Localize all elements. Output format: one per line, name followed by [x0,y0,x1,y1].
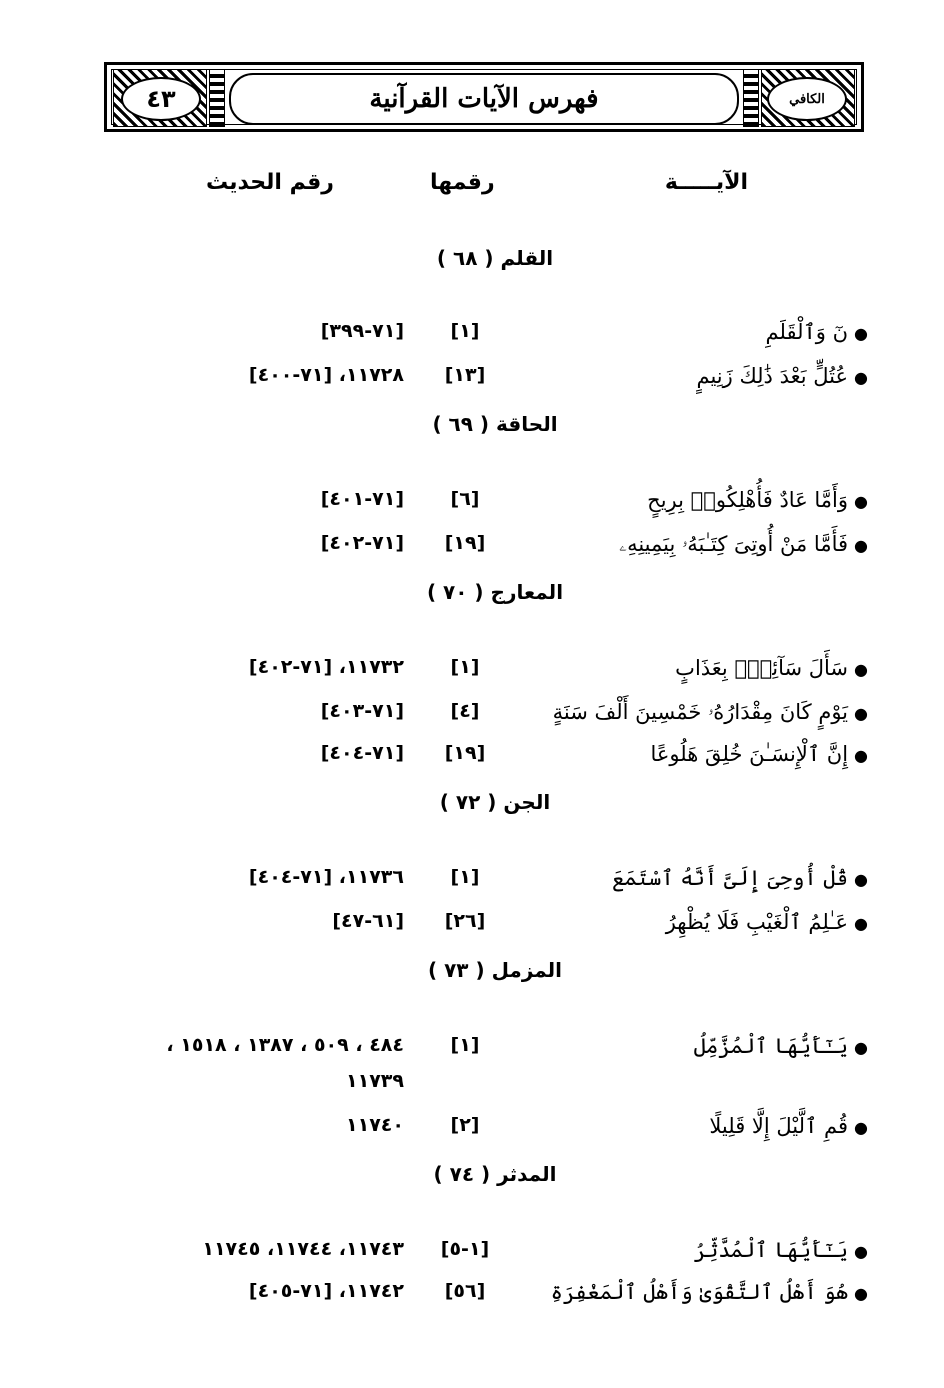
column-header-hadith-number: رقم الحديث [206,170,334,195]
hadith-number: [٧١-٤٠٢] [320,532,404,554]
table-row [0,866,944,900]
verse-number: [١] [450,866,480,888]
bullet-icon: ● [854,870,868,889]
table-row [0,1114,944,1148]
hadith-number: ٤٨٤ ، ٥٠٩ ، ١٣٨٧ ، ١٥١٨ ، [166,1034,404,1056]
verse-text: ●قُمِ ٱلَّيْلَ إِلَّا قَلِيلًا [709,1114,868,1138]
verse-number: [١-٥] [440,1238,490,1260]
verse-text: ●إِنَّ ٱلْإِنسَـٰنَ خُلِقَ هَلُوعًا [650,742,868,766]
page-number: ٤٣ [121,77,201,121]
ornament-divider-left [209,69,225,127]
verse-number: [١] [450,656,480,678]
bullet-icon: ● [854,536,868,555]
bullet-icon: ● [854,1038,868,1057]
table-row [0,1034,944,1068]
verse-number: [١٩] [444,742,486,764]
hadith-number: ١١٧٣٢، [٧١-٤٠٢] [248,656,404,678]
bullet-icon: ● [854,368,868,387]
bullet-icon: ● [854,1242,868,1261]
hadith-number: ١١٧٢٨، [٧١-٤٠٠] [248,364,404,386]
verse-number: [١٩] [444,532,486,554]
hadith-number: [٧١-٣٩٩] [320,320,404,342]
verse-text: ●عُتُلٍّ بَعْدَ ذَٰلِكَ زَنِيمٍ [696,364,868,388]
bullet-icon: ● [854,324,868,343]
ornament-divider-right [743,69,759,127]
column-header-verse: الآيـــــة [664,170,748,195]
column-header-verse-number: رقمها [430,170,495,195]
table-row [0,1280,944,1314]
table-row [0,910,944,944]
page-title: فهرس الآيات القرآنية [229,73,739,125]
surah-heading: ( ٦٨ ) القلم [436,246,554,270]
verse-text: ●يَـٰٓأَيُّهَا ٱلْمُدَّثِّرُ [693,1238,868,1262]
table-row [0,1238,944,1272]
surah-heading: ( ٧٤ ) المدثر [433,1162,557,1186]
table-row [0,488,944,522]
verse-number: [١٣] [444,364,486,386]
surah-heading: ( ٦٩ ) الحاقة [432,412,558,436]
verse-text: ●يَـٰٓأَيُّهَا ٱلْمُزَّمِّلُ [693,1034,868,1058]
bullet-icon: ● [854,1118,868,1137]
verse-text: ●وَأَمَّا عَادٌ فَأُهْلِكُوا۟ بِرِيحٍ [647,488,868,512]
bullet-icon: ● [854,492,868,511]
verse-number: [٢٦] [444,910,486,932]
verse-number: [١] [450,1034,480,1056]
bullet-icon: ● [854,660,868,679]
table-row [0,742,944,776]
verse-text: ●فَأَمَّا مَنْ أُوتِىَ كِتَـٰبَهُۥ بِيَمِينِهِۦ [619,532,868,556]
bullet-icon: ● [854,914,868,933]
verse-number: [٤] [450,700,480,722]
verse-text: ●هُوَ أَهْلُ ٱلتَّقْوَىٰ وَأَهْلُ ٱلْمَغْفِرَةِ [550,1280,868,1304]
verse-text: ●نٓ وَٱلْقَلَمِ [765,320,868,344]
table-row [0,656,944,690]
bullet-icon: ● [854,704,868,723]
page-header [104,62,864,132]
table-row [0,532,944,566]
hadith-number: [٧١-٤٠٤] [320,742,404,764]
bullet-icon: ● [854,1284,868,1303]
verse-text: ●عَـٰلِمُ ٱلْغَيْبِ فَلَا يُظْهِرُ [665,910,868,934]
surah-heading: ( ٧٠ ) المعارج [426,580,564,604]
verse-text: ●قُلْ أُوحِىَ إِلَىَّ أَنَّهُ ٱسْتَمَعَ [612,866,868,890]
verse-text: ●سَأَلَ سَآئِلٌۢ بِعَذَابٍ [675,656,868,680]
verse-number: [٢] [450,1114,480,1136]
surah-heading: ( ٧٣ ) المزمل [427,958,563,982]
hadith-number: ١١٧٣٩ [346,1070,404,1092]
table-row [0,364,944,398]
verse-number: [٥٦] [444,1280,486,1302]
verse-number: [٦] [450,488,480,510]
hadith-number: [٦١-٤٧] [332,910,404,932]
table-row-continuation [0,1070,944,1104]
surah-heading: ( ٧٢ ) الجن [439,790,551,814]
hadith-number: ١١٧٤٣، ١١٧٤٤، ١١٧٤٥ [202,1238,404,1260]
hadith-number: ١١٧٤٢، [٧١-٤٠٥] [248,1280,404,1302]
hadith-number: ١١٧٤٠ [346,1114,404,1136]
table-row [0,320,944,354]
hadith-number: [٧١-٤٠٣] [320,700,404,722]
book-logo: الكافي [767,77,847,121]
hadith-number: [٧١-٤٠١] [320,488,404,510]
verse-text: ●يَوْمٍ كَانَ مِقْدَارُهُۥ خَمْسِينَ أَلْفَ سَنَةٍ [552,700,868,724]
verse-number: [١] [450,320,480,342]
table-row [0,700,944,734]
bullet-icon: ● [854,746,868,765]
hadith-number: ١١٧٣٦، [٧١-٤٠٤] [248,866,404,888]
